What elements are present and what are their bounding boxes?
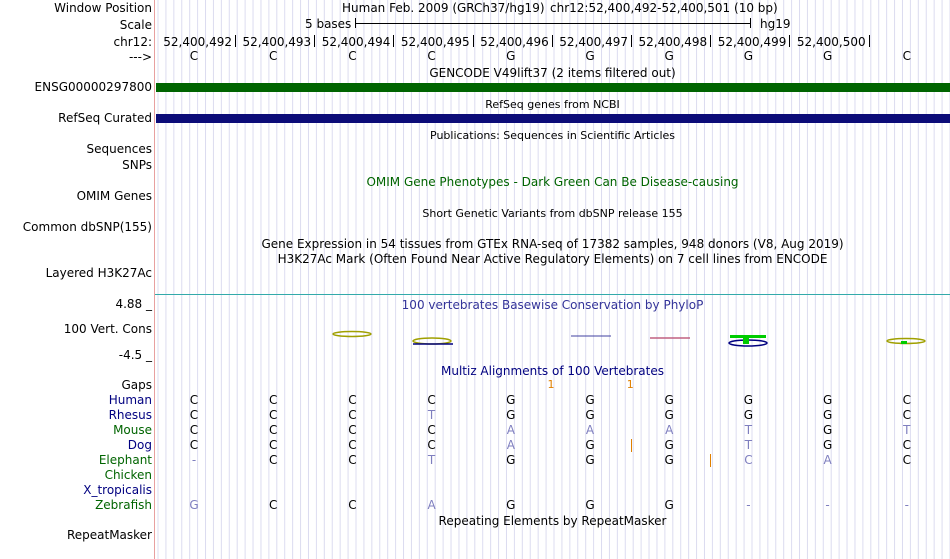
aligned-base: T [427, 453, 436, 467]
aligned-base: C [902, 393, 911, 407]
h3k27ac-track-label[interactable]: Layered H3K27Ac [45, 266, 152, 280]
aligned-base: C [189, 408, 199, 422]
species-label[interactable]: Dog [127, 438, 152, 452]
aligned-base: C [427, 423, 436, 437]
aligned-base: C [348, 438, 357, 452]
aligned-base: T [744, 423, 753, 437]
aligned-base: C [189, 423, 199, 437]
position-tick [869, 35, 870, 47]
position-label: 52,400,494 [321, 35, 391, 49]
aligned-base: G [822, 393, 833, 407]
reference-base: G [585, 49, 595, 63]
position-tick [235, 35, 236, 47]
position-tick [473, 35, 474, 47]
multiz-track-title: Multiz Alignments of 100 Vertebrates [440, 364, 665, 378]
h3k27ac-track-title: H3K27Ac Mark (Often Found Near Active Regulatory Elements) on 7 cell lines from ENCODE [277, 252, 828, 266]
aligned-base: A [823, 453, 832, 467]
dbsnp-track-title: Short Genetic Variants from dbSNP release 155 [422, 207, 683, 220]
phylop-mark-7 [730, 335, 766, 338]
position-label: 52,400,493 [242, 35, 312, 49]
position-tick [552, 35, 553, 47]
position-label: 52,400,492 [163, 35, 232, 49]
position-label: 52,400,496 [480, 35, 549, 49]
aligned-base: G [585, 408, 595, 422]
reference-base: G [743, 49, 754, 63]
region-title: chr12:52,400,492-52,400,501 (10 bp) [550, 1, 778, 15]
aligned-base: C [268, 438, 278, 452]
aligned-base: A [585, 423, 595, 437]
chrom-label: chr12: [113, 35, 152, 49]
aligned-base: C [268, 423, 278, 437]
aligned-base: G [664, 498, 674, 512]
aligned-base: T [427, 408, 436, 422]
position-tick [631, 35, 632, 47]
aligned-base: - [904, 498, 909, 512]
refseq-gene-bar[interactable] [156, 114, 950, 123]
aligned-base: C [348, 453, 357, 467]
aligned-base: C [348, 393, 357, 407]
gencode-track-label[interactable]: ENSG00000297800 [34, 80, 152, 94]
species-label[interactable]: Chicken [104, 468, 152, 482]
position-label: 52,400,498 [638, 35, 708, 49]
aligned-base: G [585, 498, 595, 512]
position-tick [314, 35, 315, 47]
aligned-base: C [427, 438, 436, 452]
aligned-base: T [744, 438, 753, 452]
species-label[interactable]: Human [108, 393, 152, 407]
aligned-base: C [902, 438, 911, 452]
aligned-base: G [189, 498, 199, 512]
aligned-base: G [506, 393, 516, 407]
aligned-base: C [189, 438, 199, 452]
aligned-base: C [268, 498, 278, 512]
refseq-track-label[interactable]: RefSeq Curated [58, 111, 152, 125]
aligned-base: G [664, 393, 674, 407]
aligned-base: G [506, 408, 516, 422]
position-tick [393, 35, 394, 47]
aligned-base: C [348, 498, 357, 512]
gencode-gene-bar[interactable] [156, 83, 950, 92]
aligned-base: G [585, 393, 595, 407]
repeatmasker-track-title: Repeating Elements by RepeatMasker [438, 514, 667, 528]
phylop-mark-2 [413, 338, 451, 344]
reference-base: C [189, 49, 199, 63]
cons-min-label: -4.5 _ [118, 348, 152, 362]
dbsnp-track-label[interactable]: Common dbSNP(155) [22, 220, 152, 234]
phylop-track-title: 100 vertebrates Basewise Conservation by PhyloP [401, 298, 704, 312]
aligned-base: T [903, 423, 911, 437]
aligned-base: C [348, 408, 357, 422]
aligned-base: A [506, 438, 515, 452]
insertion-marker [631, 439, 632, 452]
aligned-base: G [664, 408, 674, 422]
species-label[interactable]: Zebrafish [95, 498, 152, 512]
reference-base: C [268, 49, 278, 63]
aligned-base: G [822, 423, 833, 437]
aligned-base: G [664, 438, 674, 452]
gaps-label: Gaps [121, 378, 152, 392]
phylop-signal [155, 325, 950, 355]
aligned-base: G [506, 453, 516, 467]
position-label: 52,400,497 [559, 35, 628, 49]
aligned-base: A [427, 498, 436, 512]
track-label-column [0, 0, 154, 559]
aligned-base: C [902, 453, 911, 467]
species-label[interactable]: Rhesus [108, 408, 152, 422]
position-label: 52,400,500 [796, 35, 866, 49]
repeatmasker-track-label[interactable]: RepeatMasker [66, 528, 152, 542]
position-label: 52,400,499 [717, 35, 787, 49]
scale-bases-label: 5 bases [305, 17, 352, 31]
track-image[interactable] [155, 0, 950, 559]
aligned-base: G [585, 438, 595, 452]
aligned-base: C [268, 408, 278, 422]
aligned-base: G [743, 408, 754, 422]
aligned-base: C [348, 423, 357, 437]
aligned-base: C [744, 453, 753, 467]
aligned-base: - [191, 453, 197, 467]
aligned-base: - [825, 498, 830, 512]
species-label[interactable]: Elephant [98, 453, 152, 467]
insertion-marker [710, 454, 711, 467]
reference-base: G [506, 49, 516, 63]
reference-base: G [664, 49, 674, 63]
window-position-label: Window Position [54, 1, 152, 15]
scale-bar-right-end [750, 18, 751, 28]
gtex-track-title: Gene Expression in 54 tissues from GTEx RNA-seq of 17382 samples, 948 donors (V8, Aug 2019) [261, 237, 844, 251]
aligned-base: G [664, 453, 674, 467]
scale-label: Scale [119, 18, 152, 32]
sequences-track-label[interactable]: Sequences [86, 142, 152, 156]
gencode-track-title: GENCODE V49lift37 (2 items filtered out) [429, 66, 676, 80]
aligned-base: C [268, 453, 278, 467]
refseq-track-title: RefSeq genes from NCBI [485, 98, 620, 111]
position-label: 52,400,495 [400, 35, 470, 49]
aligned-base: C [268, 393, 278, 407]
aligned-base: G [822, 438, 833, 452]
species-label[interactable]: X_tropicalis [83, 483, 152, 497]
omim-track-label[interactable]: OMIM Genes [76, 189, 152, 203]
reference-base: C [348, 49, 357, 63]
gap-count: 1 [626, 378, 634, 391]
aligned-base: A [665, 423, 674, 437]
strand-label: ---> [128, 50, 152, 64]
aligned-base: C [902, 408, 911, 422]
scale-bar [355, 23, 750, 24]
position-tick [710, 35, 711, 47]
h3k27ac-signal-line [155, 294, 950, 295]
phylop-mark-8 [743, 338, 749, 344]
gap-count: 1 [547, 378, 555, 391]
phylop-mark-10 [901, 341, 907, 344]
aligned-base: A [506, 423, 515, 437]
reference-base: C [902, 49, 911, 63]
omim-track-title: OMIM Gene Phenotypes - Dark Green Can Be Disease-causing [366, 175, 739, 189]
cons-track-label[interactable]: 100 Vert. Cons [63, 322, 152, 336]
aligned-base: G [506, 498, 516, 512]
reference-base: C [427, 49, 436, 63]
snps-track-label[interactable]: SNPs [122, 158, 152, 172]
aligned-base: G [585, 453, 595, 467]
publications-track-title: Publications: Sequences in Scientific Articles [430, 129, 675, 142]
cons-max-label: 4.88 _ [115, 297, 152, 311]
aligned-base: C [427, 393, 436, 407]
aligned-base: C [189, 393, 199, 407]
species-label[interactable]: Mouse [113, 423, 152, 437]
reference-base: G [822, 49, 833, 63]
aligned-base: G [743, 393, 754, 407]
position-tick [789, 35, 790, 47]
phylop-mark-1 [333, 332, 371, 337]
aligned-base: - [746, 498, 751, 512]
aligned-base: G [822, 408, 833, 422]
scale-db-label: hg19 [760, 17, 791, 31]
assembly-title: Human Feb. 2009 (GRCh37/hg19) [342, 1, 545, 15]
